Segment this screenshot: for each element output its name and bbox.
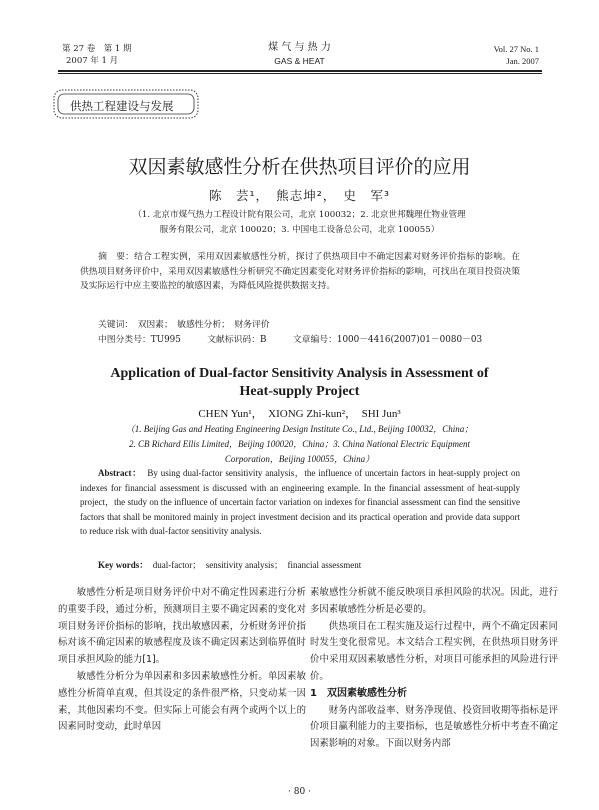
abstract-cn: [80, 250, 520, 294]
abstract-cn-text: 结合工程实例，采用双因素敏感性分析，探讨了供热项目中不确定因素对财务评价指标的影响。在供热项目财务评价中，采用双因素敏感性分析研究不确定因素变化对财务评价指标的影响，可找出在项目投资决策及实际运行中应主要监控的敏感因素，为降低风险提供数据支持。: [80, 252, 520, 291]
abstract-cn-label: 摘 要：: [98, 252, 135, 262]
abstract-en-text: By using dual-factor sensitivity analysis，the influence of uncertain factors in heat-supply project on indexes for financial assessment is discussed with an engineering example. In the financial assessment of heat-supply project，the study on the influence of uncertain factor variation on indexes for financial assessment can find the sensitive factors that shall be monitored mainly in project investment decision and its practical operation and provide data support to reduce risk with dual-factor sensitivity analysis.: [80, 468, 520, 536]
abstract-en-label: Abstract：: [98, 468, 142, 478]
header-volume-en: Vol. 27 No. 1: [493, 44, 539, 54]
header-date-cn: 2007 年 1 月: [66, 56, 119, 66]
journal-name-cn: 煤 气 与 热 力: [268, 42, 331, 53]
header-rule-thin: [58, 73, 542, 74]
journal-name-en: GAS & HEAT: [274, 56, 325, 66]
affiliation-en-line-1: （1. Beijing Gas and Heating Engineering Design Institute Co., Ltd., Beijing 100032，China；: [125, 424, 474, 434]
body-paragraph: 素敏感性分析就不能反映项目承担风险的状况。因此，进行多因素敏感性分析是必要的。: [310, 587, 558, 615]
page-number: · 80 ·: [288, 787, 311, 797]
header-rule: [58, 70, 542, 72]
affiliation-cn-line-2: 服务有限公司，北京 100020；3. 中国电工设备总公司，北京 100055）: [159, 225, 440, 235]
affiliation-en-line-3: Corporation，Beijing 100055，China）: [224, 454, 375, 464]
header-volume-cn: 第 27 卷 第 1 期: [62, 44, 132, 54]
article-title-en-line-2: Heat-supply Project: [239, 384, 360, 399]
article-title-en-line-1: Application of Dual-factor Sensitivity Analysis in Assessment of: [110, 366, 489, 381]
article-title-cn: 双因素敏感性分析在供热项目评价的应用: [128, 156, 471, 178]
header-date-en: Jan. 2007: [506, 56, 539, 66]
body-right-column: [310, 585, 558, 753]
abstract-en: [80, 466, 520, 539]
keywords-cn: 关键词： 双因素； 敏感性分析； 财务评价: [98, 320, 270, 330]
section-banner-label: 供热工程建设与发展: [70, 99, 174, 113]
keywords-en-label: Key words：: [98, 560, 149, 570]
affiliation-en-line-2: 2. CB Richard Ellis Limited，Beijing 100020，China；3. China National Electric Equipment: [129, 439, 470, 449]
section-heading: 1 双因素敏感性分析: [310, 687, 407, 699]
authors-en: CHEN Yun¹， XIONG Zhi-kun²， SHI Jun³: [198, 408, 401, 420]
affiliation-cn-line-1: （1. 北京市煤气热力工程设计院有限公司，北京 100032；2. 北京世邦魏理仕物业管理: [133, 210, 466, 220]
body-paragraph: 供热项目在工程实施及运行过程中，两个不确定因素同时发生变化很常见。本文结合工程实例，在供热项目财务评价中采用双因素敏感性分析，对项目可能承担的风险进行评价。: [310, 620, 558, 682]
body-paragraph: 财务内部收益率、财务净现值、投资回收期等指标是评价项目赢利能力的主要指标，也是敏感性分析中考查不确定因素影响的对象。下面以财务内部: [310, 704, 558, 750]
classification-cn: 中图分类号：TU995 文献标识码：B 文章编号：1000－4416(2007)01－0080－03: [98, 335, 483, 345]
keywords-en: [80, 558, 520, 573]
keywords-en-text: dual-factor； sensitivity analysis； financial assessment: [152, 560, 362, 570]
authors-cn: 陈 芸¹， 熊志坤²， 史 军³: [208, 188, 391, 203]
body-paragraph: 敏感性分析分为单因素和多因素敏感性分析。单因素敏感性分析简单直观，但其设定的条件很严格，只变动某一因素，其他因素均不变。但实际上可能会有两个或两个以上的因素同时变动，此时单因: [58, 670, 306, 733]
body-left-column: [58, 585, 306, 736]
body-paragraph: 敏感性分析是项目财务评价中对不确定性因素进行分析的重要手段，通过分析，预测项目主要不确定因素的变化对项目财务评价指标的影响，找出敏感因素，分析财务评价指标对该不确定因素的敏感程度及该不确定因素达到临界值时项目承担风险的能力[1]。: [58, 587, 306, 666]
